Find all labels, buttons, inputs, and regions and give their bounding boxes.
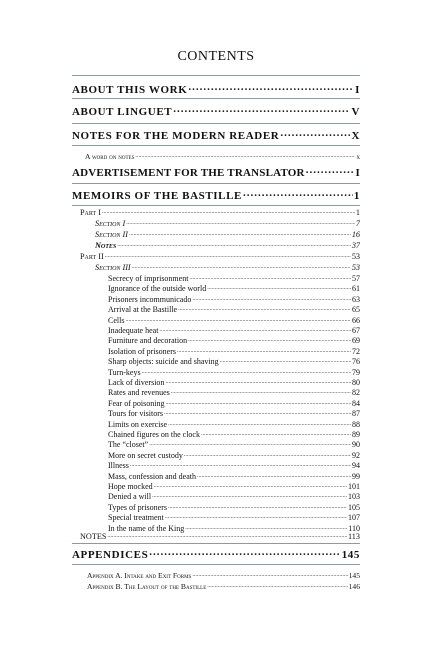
toc-entry-notes-sub[interactable]	[95, 240, 360, 250]
entry-label: Mass, confession and death	[108, 471, 196, 481]
entry-label: In the name of the King	[108, 523, 185, 533]
dot-leader	[280, 128, 350, 139]
entry-label: Sharp objects: suicide and shaving	[108, 357, 219, 367]
entry-label: Lack of diversion	[108, 378, 165, 387]
toc-entry-appendices[interactable]	[72, 547, 360, 561]
entry-label: Denied a will	[108, 492, 152, 502]
entry-page: 84	[352, 398, 360, 408]
entry-page: 61	[352, 284, 360, 294]
entry-page: 99	[352, 471, 360, 481]
entry-page: 63	[352, 294, 360, 304]
toc-entry-about-linguet[interactable]	[72, 104, 360, 118]
dot-leader	[152, 491, 347, 499]
dot-leader	[135, 151, 355, 159]
dot-leader	[207, 581, 347, 589]
entry-label: Limits on exercise	[108, 419, 168, 429]
dot-leader	[126, 218, 355, 226]
entry-label: Inadequate heat	[108, 326, 159, 335]
entry-label: Appendix B. The Layout of the Bastille	[87, 581, 207, 591]
dot-leader	[149, 547, 340, 558]
entry-label: Illness	[108, 461, 129, 471]
entry-page: 57	[352, 274, 360, 283]
entry-label: Fear of poisoning	[108, 398, 165, 408]
toc-entry-chapter[interactable]	[108, 356, 360, 366]
entry-page: 16	[351, 230, 360, 240]
entry-label: Turn-keys	[108, 367, 141, 377]
dot-leader	[117, 240, 351, 248]
entry-label: Chained figures on the clock	[108, 430, 200, 439]
dot-leader	[188, 335, 351, 343]
entry-page: 7	[355, 219, 360, 229]
dot-leader	[165, 398, 351, 406]
dot-leader	[185, 523, 347, 531]
entry-page: 1	[355, 208, 360, 218]
dot-leader	[243, 188, 353, 199]
dot-leader	[173, 104, 350, 115]
entry-label: Part II	[80, 252, 104, 262]
toc-entry-chapter[interactable]	[108, 460, 360, 470]
entry-label: Isolation of prisoners	[108, 346, 176, 356]
dot-leader	[125, 315, 351, 323]
entry-label: Arrival at the Bastille	[108, 305, 178, 315]
entry-label: Tours for visitors	[108, 409, 163, 419]
dot-leader	[177, 346, 351, 354]
entry-label: More on secret custody	[108, 450, 183, 460]
dot-leader	[189, 273, 351, 281]
entry-label: Section III	[95, 263, 131, 273]
entry-label: A word on notes	[85, 151, 135, 161]
toc-entry-section-1[interactable]	[95, 218, 360, 228]
dot-leader	[168, 419, 351, 427]
entry-page: 89	[352, 430, 360, 439]
dot-leader	[220, 356, 351, 364]
divider	[72, 75, 360, 76]
entry-page: 72	[352, 346, 360, 356]
toc-entry-chapter[interactable]	[108, 294, 360, 304]
entry-label: Appendix A. Intake and Exit Forms	[87, 570, 192, 580]
entry-label: The “closet”	[108, 440, 149, 450]
entry-label: Prisoners incommunicado	[108, 294, 192, 304]
toc-entry-appendix-b[interactable]	[87, 581, 360, 591]
toc-entry-chapter[interactable]	[108, 304, 360, 314]
entry-label: NOTES FOR THE MODERN READER	[72, 130, 280, 142]
toc-entry-chapter[interactable]	[108, 429, 360, 439]
toc-entry-appendix-a[interactable]	[87, 570, 360, 580]
entry-label: Special treatment	[108, 513, 164, 523]
entry-label: Types of prisoners	[108, 502, 167, 512]
entry-label: Section II	[95, 230, 128, 240]
dot-leader	[178, 304, 351, 312]
dot-leader	[129, 229, 351, 237]
toc-entry-chapter[interactable]	[108, 367, 360, 377]
entry-page: I	[355, 167, 360, 179]
toc-entry-word-on-notes[interactable]	[85, 151, 360, 161]
toc-entry-chapter[interactable]	[108, 471, 360, 481]
dot-leader	[165, 512, 347, 520]
dot-leader	[159, 325, 351, 333]
entry-page: 90	[352, 440, 360, 450]
toc-entry-chapter[interactable]	[108, 481, 360, 491]
divider	[72, 123, 360, 124]
entry-page: x	[356, 151, 360, 161]
entry-page: 65	[352, 305, 360, 315]
entry-label: Notes	[95, 241, 117, 251]
entry-page: 69	[352, 336, 360, 346]
entry-label: ABOUT THIS WORK	[72, 84, 188, 96]
entry-page: 80	[352, 378, 360, 387]
toc-entry-part-2[interactable]	[80, 251, 360, 261]
entry-page: 88	[352, 419, 360, 429]
dot-leader	[149, 439, 351, 447]
dot-leader	[107, 531, 347, 539]
entry-page: I	[355, 84, 360, 96]
entry-page: 113	[348, 532, 360, 542]
toc-entry-advertisement[interactable]	[72, 165, 360, 179]
toc-entry-chapter[interactable]	[108, 377, 360, 387]
entry-label: Furniture and decoration	[108, 336, 188, 346]
entry-label: APPENDICES	[72, 549, 149, 561]
dot-leader	[184, 450, 351, 458]
entry-label: Rates and revenues	[108, 388, 170, 398]
toc-entry-chapter[interactable]	[108, 408, 360, 418]
entry-page: 1	[353, 190, 360, 202]
toc-entry-notes[interactable]	[80, 531, 360, 541]
entry-label: Part I	[80, 208, 101, 218]
entry-page: 37	[351, 241, 360, 251]
toc-entry-chapter[interactable]	[108, 398, 360, 408]
entry-label: Cells	[108, 315, 125, 325]
divider	[72, 145, 360, 146]
divider	[72, 205, 360, 206]
entry-page: 107	[348, 513, 360, 523]
entry-page: 101	[348, 482, 360, 491]
dot-leader	[154, 481, 347, 489]
toc-entry-chapter[interactable]	[108, 387, 360, 397]
entry-label: Ignorance of the outside world	[108, 284, 207, 294]
toc-entry-chapter[interactable]	[108, 315, 360, 325]
entry-label: Section I	[95, 219, 126, 229]
dot-leader	[197, 471, 351, 479]
toc-entry-chapter[interactable]	[108, 450, 360, 460]
dot-leader	[130, 460, 351, 468]
entry-page: 66	[352, 315, 360, 325]
toc-entry-chapter[interactable]	[108, 512, 360, 522]
toc-entry-section-2[interactable]	[95, 229, 360, 239]
entry-page: V	[351, 106, 360, 118]
entry-page: 92	[352, 450, 360, 460]
dot-leader	[188, 82, 354, 93]
entry-label: Secrecy of imprisonment	[108, 274, 189, 283]
entry-page: 146	[348, 581, 360, 591]
entry-page: 76	[352, 357, 360, 367]
toc-entry-notes-modern-reader[interactable]	[72, 128, 360, 142]
dot-leader	[165, 377, 351, 385]
dot-leader	[105, 251, 351, 259]
dot-leader	[192, 294, 351, 302]
entry-label: MEMOIRS OF THE BASTILLE	[72, 190, 242, 202]
entry-page: 87	[352, 409, 360, 419]
divider	[72, 183, 360, 184]
toc-entry-chapter[interactable]	[108, 491, 360, 501]
toc-entry-part-1[interactable]	[80, 207, 360, 217]
toc-entry-chapter[interactable]	[108, 283, 360, 293]
dot-leader	[201, 429, 351, 437]
entry-page: 110	[348, 523, 360, 533]
divider	[72, 564, 360, 565]
toc-entry-chapter[interactable]	[108, 335, 360, 345]
dot-leader	[164, 408, 351, 416]
dot-leader	[306, 165, 355, 176]
entry-label: ABOUT LINGUET	[72, 106, 173, 118]
dot-leader	[207, 283, 351, 291]
dot-leader	[171, 387, 351, 395]
toc-entry-chapter[interactable]	[108, 273, 360, 283]
toc-entry-memoirs[interactable]	[72, 188, 360, 202]
entry-page: 103	[348, 492, 360, 502]
entry-page: 53	[351, 252, 360, 262]
entry-label: Hope mocked	[108, 482, 153, 491]
entry-page: 94	[352, 461, 360, 471]
divider	[72, 98, 360, 99]
toc-entry-chapter[interactable]	[108, 419, 360, 429]
divider	[72, 543, 360, 544]
entry-page: 67	[352, 326, 360, 335]
toc-entry-chapter[interactable]	[108, 502, 360, 512]
entry-page: 82	[352, 388, 360, 398]
toc-entry-chapter[interactable]	[108, 439, 360, 449]
dot-leader	[192, 570, 347, 578]
toc-entry-about-this-work[interactable]	[72, 82, 360, 96]
entry-page: 145	[341, 549, 360, 561]
dot-leader	[168, 502, 347, 510]
dot-leader	[142, 367, 351, 375]
entry-label: NOTES	[80, 532, 107, 542]
toc-entry-chapter[interactable]	[108, 346, 360, 356]
dot-leader	[102, 207, 355, 215]
entry-page: 53	[351, 263, 360, 273]
entry-label: ADVERTISEMENT FOR THE TRANSLATOR	[72, 167, 305, 179]
entry-page: 79	[352, 367, 360, 377]
entry-page: 145	[348, 570, 360, 580]
dot-leader	[132, 262, 351, 270]
toc-entry-chapter[interactable]	[108, 325, 360, 335]
entry-page: 105	[348, 502, 360, 512]
page-title: CONTENTS	[177, 49, 255, 64]
toc-entry-section-3[interactable]	[95, 262, 360, 272]
entry-page: X	[351, 130, 360, 142]
